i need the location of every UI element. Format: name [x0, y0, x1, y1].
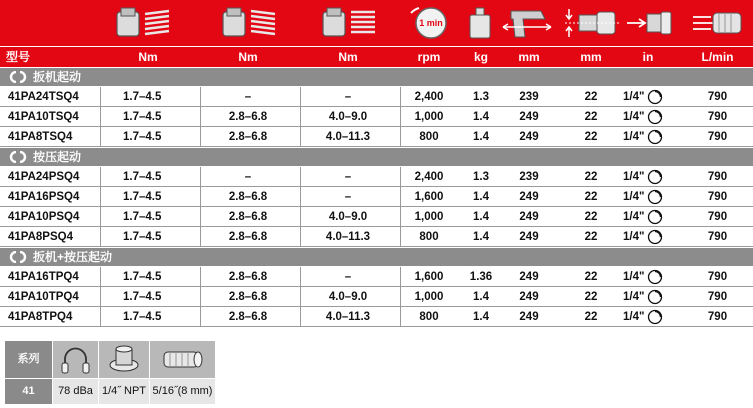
- air-flow-cell: 790: [707, 231, 728, 243]
- table-row: [0, 267, 753, 287]
- air-flow-cell: 790: [707, 211, 728, 223]
- air-flow-cell: 790: [707, 91, 728, 103]
- model-header: 型号: [6, 50, 31, 64]
- torque-max-cell: 4.0–9.0: [328, 111, 368, 123]
- drive-cell: [623, 267, 673, 287]
- drive-cell: [623, 87, 673, 107]
- hex-drive-icon: [647, 209, 663, 225]
- torque-mid-cell: 2.8–6.8: [228, 191, 268, 203]
- torque-mid-cell: –: [244, 91, 252, 103]
- tool-length-icon: [500, 4, 556, 42]
- nut-spring-icon: [112, 4, 174, 42]
- row-divider: [0, 326, 753, 327]
- drive-size-text: 1/4": [623, 191, 645, 203]
- speed-cell: 2,400: [414, 91, 444, 103]
- torque-max-cell: –: [344, 91, 352, 103]
- offset-cell: 22: [584, 291, 598, 303]
- torque-max-cell: 4.0–11.3: [325, 231, 371, 243]
- torque-min-cell: 1.7–4.5: [123, 231, 162, 243]
- drive-size-text: 1/4": [623, 291, 645, 303]
- air-header: L/min: [701, 50, 734, 64]
- section-title: 按压起动: [33, 150, 82, 164]
- speed-cell: 800: [419, 311, 439, 323]
- column-divider: [200, 87, 201, 147]
- model-cell: 41PA16PSQ4: [8, 191, 80, 203]
- torque-max-cell: –: [344, 171, 352, 183]
- speed-cell: 800: [419, 131, 439, 143]
- torque-mid-cell: –: [244, 171, 252, 183]
- air-flow-cell: 790: [707, 291, 728, 303]
- hex-drive-icon: [647, 129, 663, 145]
- weight-cell: 1.4: [473, 131, 489, 143]
- icon-header-band: [0, 0, 753, 46]
- offset-icon: [562, 4, 622, 42]
- nut-spring-icon: [318, 4, 380, 42]
- column-divider: [300, 167, 301, 247]
- speed-cell: 1,600: [414, 271, 444, 283]
- hex-drive-icon: [647, 89, 663, 105]
- weight-cell: 1.4: [473, 231, 489, 243]
- start-mode-icon: [8, 71, 28, 83]
- torque-mid-cell: 2.8–6.8: [228, 231, 268, 243]
- start-mode-icon: [8, 151, 28, 163]
- model-cell: 41PA8PSQ4: [8, 231, 73, 243]
- row-divider: [0, 146, 753, 147]
- column-divider: [400, 267, 401, 327]
- noise-value: 78 dBa: [53, 379, 98, 404]
- air-flow-cell: 790: [707, 191, 728, 203]
- torque-mid-cell: 2.8–6.8: [228, 131, 268, 143]
- column-divider: [200, 167, 201, 247]
- torque-max-cell: 4.0–11.3: [325, 311, 371, 323]
- drive-size-text: 1/4": [623, 131, 645, 143]
- torque-mid-cell: 2.8–6.8: [228, 211, 268, 223]
- torque-min-cell: 1.7–4.5: [123, 291, 162, 303]
- column-divider: [100, 87, 101, 147]
- weight-cell: 1.4: [473, 211, 489, 223]
- drive-cell: [623, 187, 673, 207]
- torque-min-cell: 1.7–4.5: [123, 191, 162, 203]
- speed-dial-icon: [405, 4, 453, 42]
- length-cell: 239: [519, 91, 539, 103]
- speed-cell: 2,400: [414, 171, 444, 183]
- model-cell: 41PA10TSQ4: [8, 111, 79, 123]
- torque-mid-cell: 2.8–6.8: [228, 311, 268, 323]
- table-row: [0, 207, 753, 227]
- offset-header: mm: [580, 50, 602, 64]
- length-cell: 239: [519, 171, 539, 183]
- torque-min-cell: 1.7–4.5: [123, 111, 162, 123]
- column-divider: [400, 167, 401, 247]
- torque-min-cell: 1.7–4.5: [123, 131, 162, 143]
- column-divider: [200, 267, 201, 327]
- length-cell: 249: [519, 311, 539, 323]
- speed-cell: 1,000: [414, 111, 444, 123]
- hex-drive-icon: [647, 269, 663, 285]
- drive-cell: [623, 227, 673, 247]
- drive-cell: [623, 287, 673, 307]
- drive-size-text: 1/4": [623, 311, 645, 323]
- drive-size-text: 1/4": [623, 231, 645, 243]
- section-header: [0, 68, 753, 86]
- drive-icon: [624, 4, 674, 42]
- drive-size-text: 1/4": [623, 91, 645, 103]
- speed-cell: 1,000: [414, 211, 444, 223]
- torque-min-cell: 1.7–4.5: [123, 171, 162, 183]
- length-cell: 249: [519, 111, 539, 123]
- air-flow-cell: 790: [707, 111, 728, 123]
- hex-drive-icon: [647, 169, 663, 185]
- weight-cell: 1.36: [469, 271, 493, 283]
- torque-max-cell: 4.0–9.0: [328, 211, 368, 223]
- offset-cell: 22: [584, 191, 598, 203]
- torque-min-header: Nm: [138, 50, 158, 64]
- table-row: [0, 187, 753, 207]
- torque-max-header: Nm: [338, 50, 358, 64]
- unit-header-row: [0, 47, 753, 67]
- start-mode-icon: [8, 251, 28, 263]
- torque-mid-cell: 2.8–6.8: [228, 291, 268, 303]
- column-divider: [300, 87, 301, 147]
- table-row: [0, 107, 753, 127]
- air-flow-cell: 790: [707, 311, 728, 323]
- model-cell: 41PA10PSQ4: [8, 211, 80, 223]
- drive-cell: [623, 207, 673, 227]
- offset-cell: 22: [584, 91, 598, 103]
- hex-drive-icon: [647, 289, 663, 305]
- section-title: 扳机起动: [33, 70, 82, 84]
- drive-header: in: [642, 50, 654, 64]
- hose-value: 5/16˝(8 mm): [150, 379, 215, 404]
- speed-cell: 800: [419, 231, 439, 243]
- hose-icon: [150, 341, 215, 378]
- torque-max-cell: –: [344, 191, 352, 203]
- model-cell: 41PA10TPQ4: [8, 291, 79, 303]
- hex-drive-icon: [647, 309, 663, 325]
- weight-header: kg: [473, 50, 488, 64]
- series-value: 41: [5, 379, 52, 404]
- section-title: 扳机+按压起动: [33, 250, 113, 264]
- column-divider: [300, 267, 301, 327]
- weight-cell: 1.4: [473, 111, 489, 123]
- torque-mid-cell: 2.8–6.8: [228, 111, 268, 123]
- air-inlet-icon: [99, 341, 149, 378]
- headphones-icon: [53, 341, 98, 378]
- drive-cell: [623, 307, 673, 327]
- length-cell: 249: [519, 191, 539, 203]
- column-divider: [100, 167, 101, 247]
- drive-size-text: 1/4": [623, 271, 645, 283]
- air-flow-cell: 790: [707, 171, 728, 183]
- drive-cell: [623, 107, 673, 127]
- length-header: mm: [518, 50, 540, 64]
- torque-max-cell: 4.0–11.3: [325, 131, 371, 143]
- air-flow-icon: [690, 4, 746, 42]
- hex-drive-icon: [647, 109, 663, 125]
- offset-cell: 22: [584, 271, 598, 283]
- row-divider: [0, 246, 753, 247]
- length-cell: 249: [519, 211, 539, 223]
- weight-cell: 1.3: [473, 91, 489, 103]
- hex-drive-icon: [647, 229, 663, 245]
- inlet-value: 1/4˝ NPT: [99, 379, 149, 404]
- offset-cell: 22: [584, 231, 598, 243]
- table-row: [0, 127, 753, 147]
- hex-drive-icon: [647, 189, 663, 205]
- length-cell: 249: [519, 291, 539, 303]
- model-cell: 41PA8TPQ4: [8, 311, 73, 323]
- inlet-header-cell: [99, 341, 149, 378]
- length-cell: 249: [519, 271, 539, 283]
- model-cell: 41PA24PSQ4: [8, 171, 80, 183]
- speed-cell: 1,600: [414, 191, 444, 203]
- offset-cell: 22: [584, 211, 598, 223]
- torque-min-cell: 1.7–4.5: [123, 311, 162, 323]
- model-cell: 41PA16TPQ4: [8, 271, 79, 283]
- table-row: [0, 287, 753, 307]
- section-header: [0, 248, 753, 266]
- speed-cell: 1,000: [414, 291, 444, 303]
- drive-cell: [623, 127, 673, 147]
- hose-header-cell: [150, 341, 215, 378]
- torque-mid-cell: 2.8–6.8: [228, 271, 268, 283]
- model-cell: 41PA8TSQ4: [8, 131, 73, 143]
- table-row: [0, 167, 753, 187]
- length-cell: 249: [519, 131, 539, 143]
- offset-cell: 22: [584, 311, 598, 323]
- offset-cell: 22: [584, 111, 598, 123]
- noise-header-cell: [53, 341, 98, 378]
- drive-size-text: 1/4": [623, 171, 645, 183]
- torque-mid-header: Nm: [238, 50, 258, 64]
- table-row: [0, 87, 753, 107]
- air-flow-cell: 790: [707, 131, 728, 143]
- speed-header: rpm: [417, 50, 441, 64]
- torque-min-cell: 1.7–4.5: [123, 211, 162, 223]
- model-cell: 41PA24TSQ4: [8, 91, 79, 103]
- weight-cell: 1.4: [473, 311, 489, 323]
- torque-max-cell: 4.0–9.0: [328, 291, 368, 303]
- torque-min-cell: 1.7–4.5: [123, 91, 162, 103]
- column-divider: [100, 267, 101, 327]
- section-header: [0, 148, 753, 166]
- drive-size-text: 1/4": [623, 211, 645, 223]
- table-row: [0, 307, 753, 327]
- offset-cell: 22: [584, 171, 598, 183]
- torque-max-cell: –: [344, 271, 352, 283]
- drive-size-text: 1/4": [623, 111, 645, 123]
- weight-cell: 1.3: [473, 171, 489, 183]
- weight-cell: 1.4: [473, 191, 489, 203]
- speed-icon-text: 1 min: [419, 18, 443, 28]
- nut-spring-icon: [218, 4, 280, 42]
- weight-icon: [462, 4, 498, 42]
- drive-cell: [623, 167, 673, 187]
- torque-min-cell: 1.7–4.5: [123, 271, 162, 283]
- series-header: 系列: [5, 341, 52, 378]
- offset-cell: 22: [584, 131, 598, 143]
- table-row: [0, 227, 753, 247]
- weight-cell: 1.4: [473, 291, 489, 303]
- length-cell: 249: [519, 231, 539, 243]
- air-flow-cell: 790: [707, 271, 728, 283]
- column-divider: [400, 87, 401, 147]
